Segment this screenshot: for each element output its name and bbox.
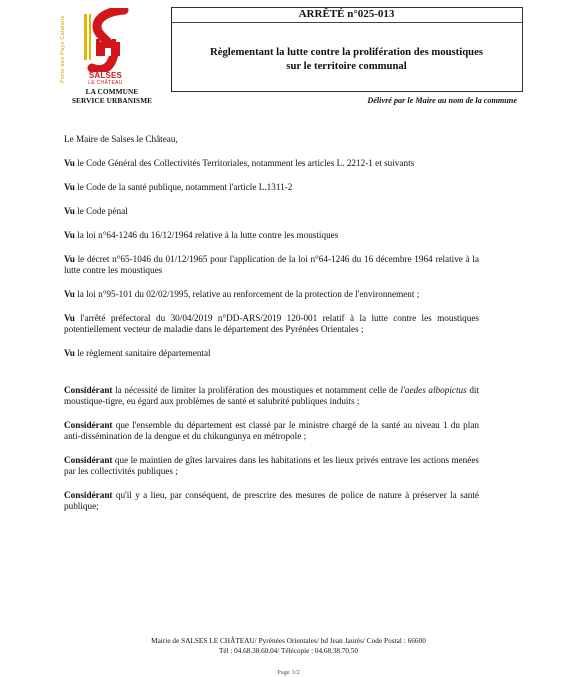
intro-line: Le Maire de Salses le Château, — [64, 134, 178, 144]
arrete-subject — [171, 46, 522, 73]
document-body — [64, 134, 479, 512]
vu-item: Vu l'arrêté préfectoral du 30/04/2019 n°DD-ARS/2019 120-001 relatif à la lutte contre les moustiques potentiellement vecteur de maladie dans le département des Pyrénées Orientales ; — [64, 313, 480, 334]
logo-subname: LE CHÂTEAU — [88, 80, 123, 86]
vu-item: Vu le décret n°65-1046 du 01/12/1965 pour l'application de la loi n°64-1246 du 16 décembre 1964 relative à la lutte contre les moustiques — [64, 254, 480, 275]
page-number: Page 1/2 — [277, 669, 300, 676]
header-divider — [171, 22, 522, 23]
subject-line: Règlementant la lutte contre la prolifération des moustiques — [209, 46, 483, 58]
logo-tagline: Porte des Pays Catalans — [60, 15, 66, 83]
organization-name — [54, 88, 170, 105]
vu-item: Vu le Code de la santé publique, notamment l'article L.1311-2 — [64, 182, 293, 192]
subject-line: sur le territoire communal — [286, 59, 407, 72]
commune-logo — [58, 6, 166, 86]
vu-item: Vu le règlement sanitaire départemental — [64, 348, 211, 358]
vu-item: Vu la loi n°64-1246 du 16/12/1964 relative à la lutte contre les moustiques — [64, 230, 339, 240]
footer-phone: Tél : 04.68.38.60.04/ Télécopie : 04.68.38.70.50 — [218, 647, 358, 655]
vu-item: Vu la loi n°95-101 du 02/02/1995, relative au renforcement de la protection de l'environnement ; — [64, 289, 420, 299]
considerant-item: Considérant que le maintien de gîtes larvaires dans les habitations et les lieux privés entrave les actions menées par les collectivités publiques ; — [64, 455, 480, 476]
considerant-item: Considérant qu'il y a lieu, par conséquent, de prescrire des mesures de police de nature à préserver la santé publique; — [64, 490, 480, 511]
organization-line: LA COMMUNE — [85, 87, 139, 96]
vu-item: Vu le Code Général des Collectivités Territoriales, notamment les articles L. 2212-1 et suivants — [64, 158, 415, 168]
considerant-item: Considérant que l'ensemble du département est classé par le ministre chargé de la santé au niveau 1 du plan anti-dissémination de la dengue et du chikungunya en métropole ; — [64, 420, 479, 441]
organization-service: SERVICE URBANISME — [71, 95, 153, 105]
footer-address: Mairie de SALSES LE CHÂTEAU/ Pyrénées Orientales/ bd Jean Jaurès/ Code Postal : 66600 — [151, 637, 426, 645]
species-name: l'aedes albopictus — [400, 385, 467, 395]
delivered-by: Délivré par le Maire au nom de la commune — [367, 96, 517, 105]
salses-emblem-icon — [80, 8, 136, 72]
arrete-number: ARRÊTÉ n°025-013 — [298, 8, 395, 20]
vu-item: Vu le Code pénal — [64, 206, 128, 216]
logo-name: SALSES — [88, 71, 123, 80]
considerant-item: Considérant la nécessité de limiter la prolifération des moustiques et notamment celle de l'aedes albopictus dit moustique-tigre, eu égard aux problèmes de santé et salubrité publiques induits ; — [64, 385, 480, 406]
